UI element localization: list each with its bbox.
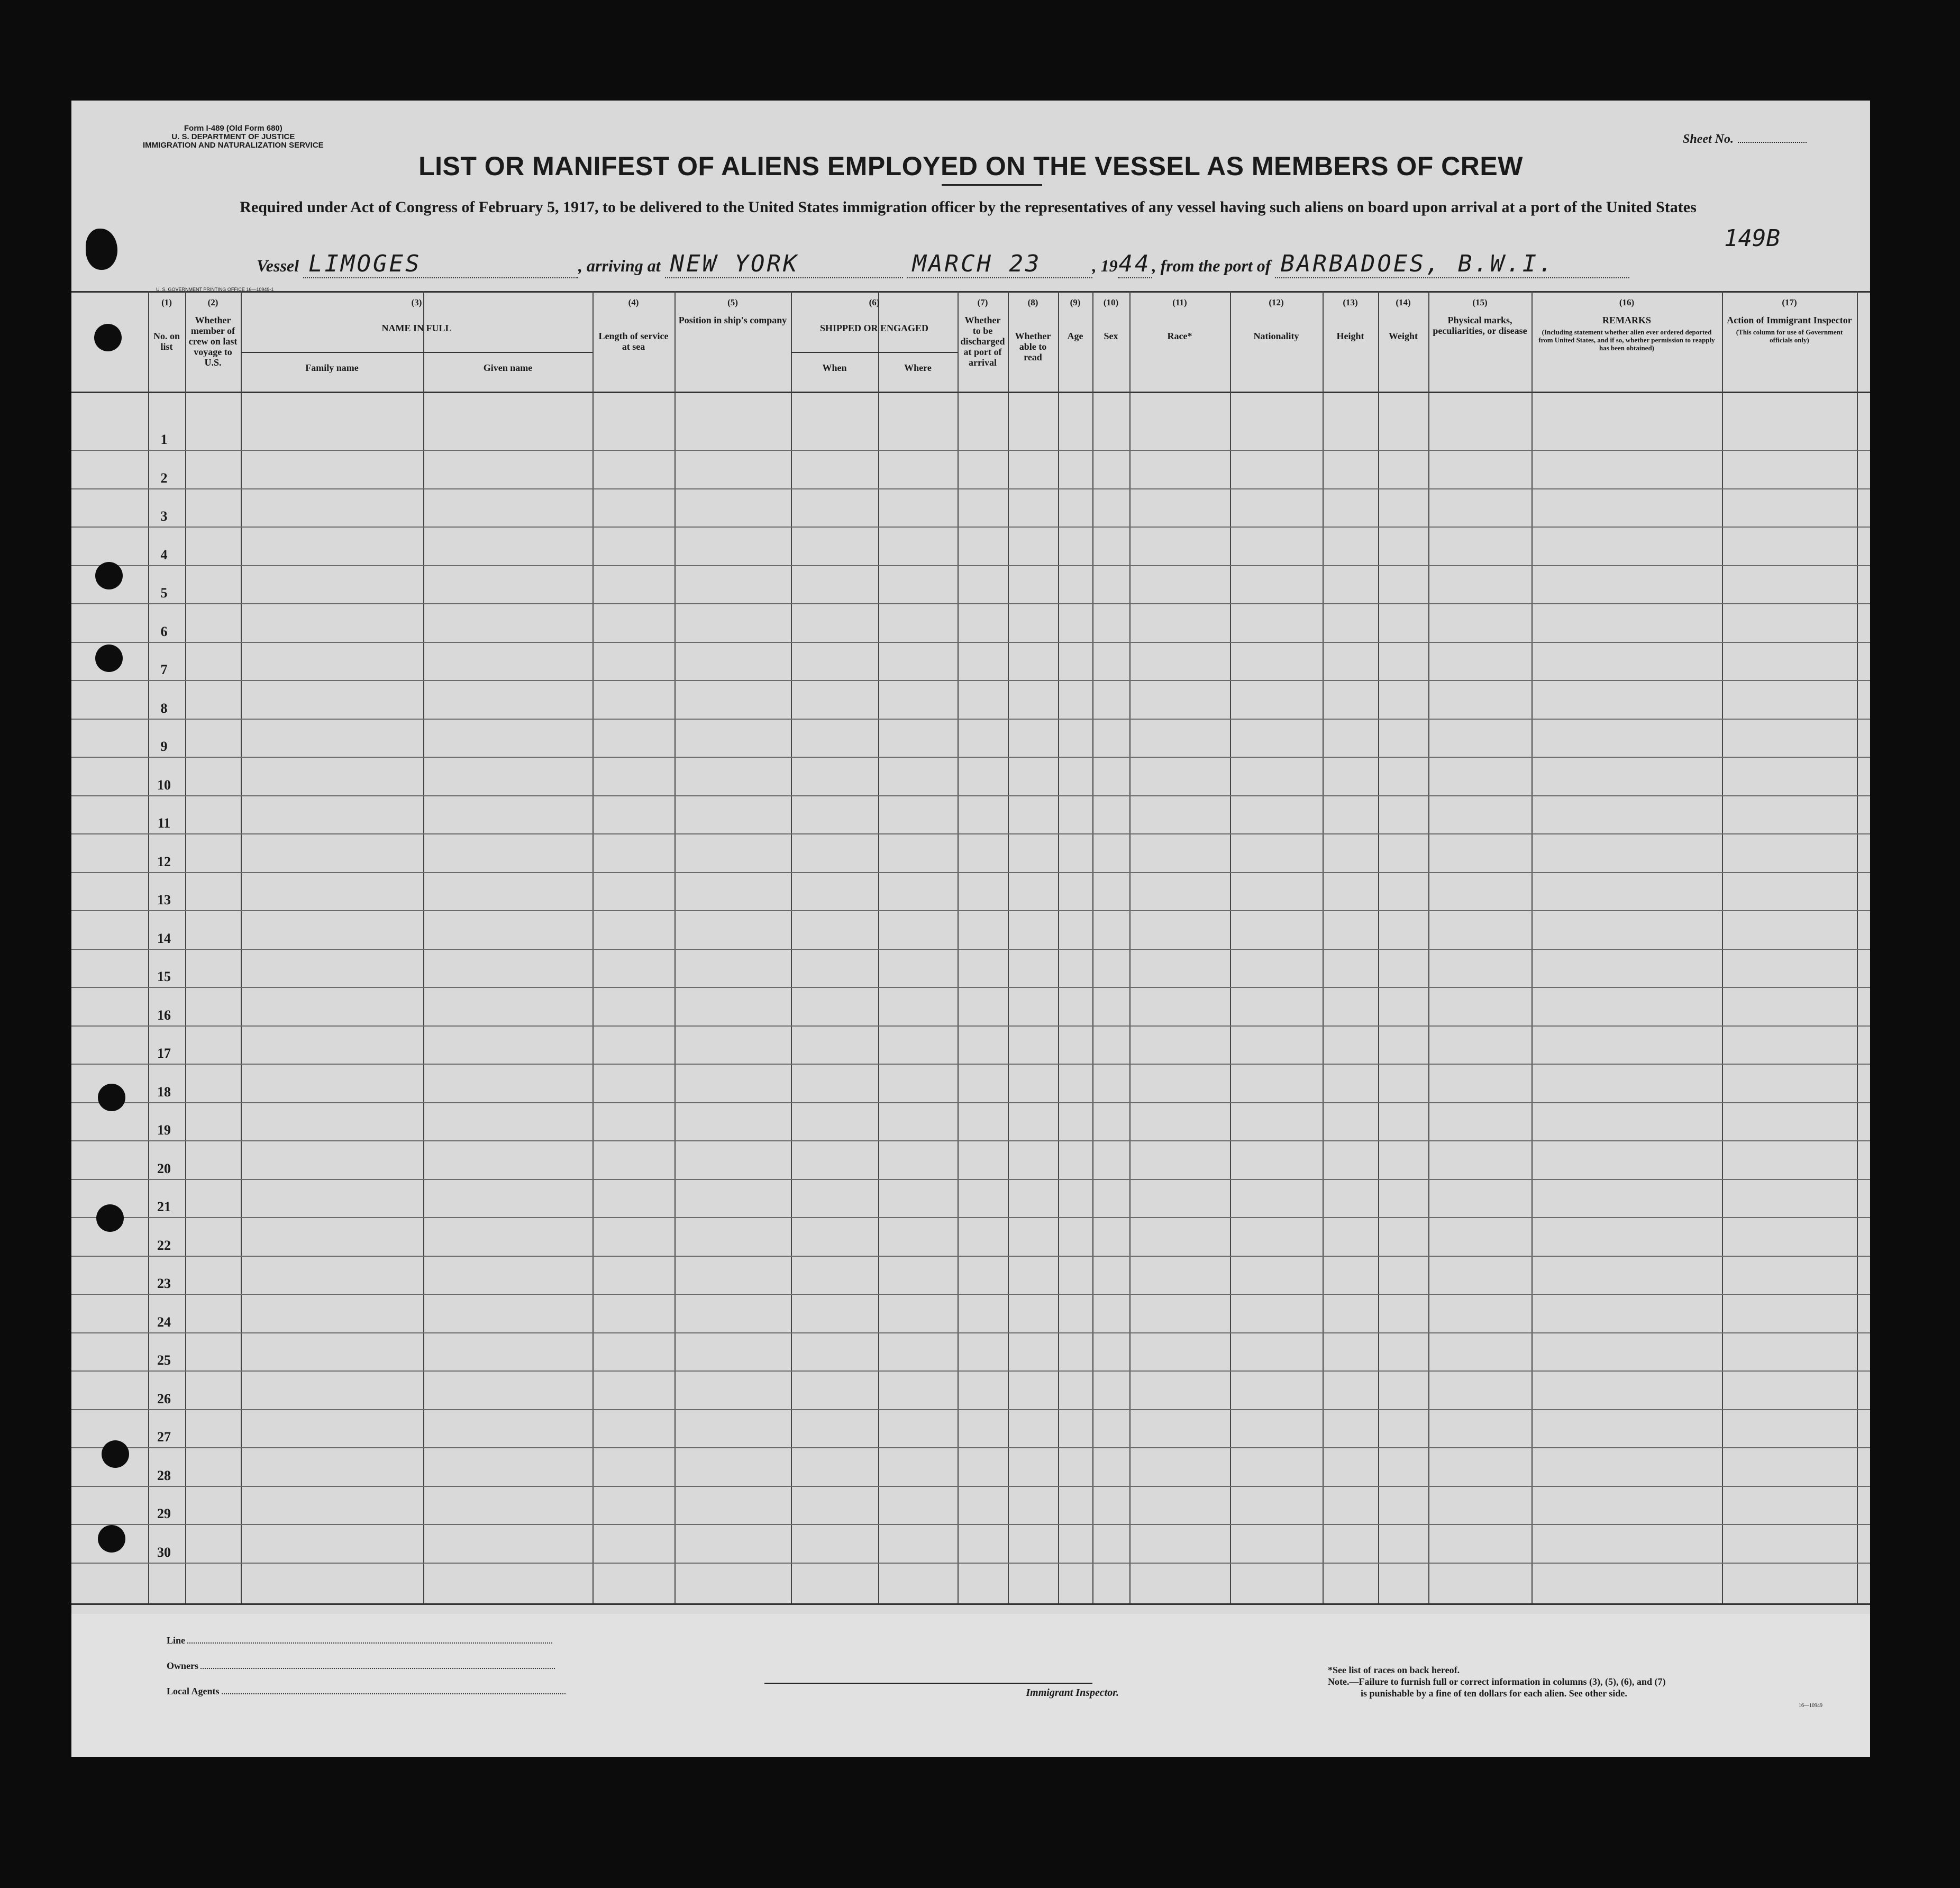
column-number: (2) <box>207 297 218 307</box>
table-row-line <box>71 1332 1870 1333</box>
table-row-line <box>71 719 1870 720</box>
column-header-9: Age <box>1067 331 1083 341</box>
table-row-line <box>71 450 1870 451</box>
table-row-line <box>71 1217 1870 1218</box>
penalty-note-1: Note.—Failure to furnish full or correct information in columns (3), (5), (6), and (7) <box>1328 1676 1666 1687</box>
table-row-line <box>71 949 1870 950</box>
row-number: 5 <box>160 585 168 601</box>
departure-port: BARBADOES, B.W.I. <box>1275 250 1629 278</box>
group-header-rule <box>241 352 592 353</box>
table-row-line <box>71 1256 1870 1257</box>
column-header-3: NAME IN FULL <box>381 323 452 333</box>
column-number: (8) <box>1027 297 1038 307</box>
column-number: (11) <box>1172 297 1187 307</box>
table-header-bottom-rule <box>71 392 1870 393</box>
column-header-7: Whether to be discharged at port of arrival <box>960 315 1005 368</box>
column-header-note: (This column for use of Government officials only) <box>1736 328 1843 344</box>
row-number: 19 <box>157 1122 171 1138</box>
table-row-line <box>71 488 1870 489</box>
table-bottom-rule <box>71 1603 1870 1605</box>
column-header-13: Height <box>1336 331 1364 341</box>
row-number: 13 <box>157 892 171 907</box>
sheet-number-label: Sheet No. <box>1683 132 1734 146</box>
column-number: (1) <box>161 297 172 307</box>
row-number: 14 <box>157 930 171 946</box>
row-number: 6 <box>160 623 168 639</box>
column-number: (13) <box>1343 297 1358 307</box>
table-row-line <box>71 1294 1870 1295</box>
table-row-line <box>71 1179 1870 1180</box>
column-header-10: Sex <box>1104 331 1118 341</box>
column-number: (4) <box>628 297 639 307</box>
row-number: 30 <box>157 1544 171 1560</box>
penalty-note-2: is punishable by a fine of ten dollars for each alien. See other side. <box>1361 1688 1627 1699</box>
table-row-line <box>71 642 1870 643</box>
table-row-line <box>71 833 1870 834</box>
column-number: (3) <box>411 297 422 307</box>
punch-hole <box>95 562 123 589</box>
owners-label: Owners <box>167 1660 198 1671</box>
table-row-line <box>71 603 1870 604</box>
row-number: 3 <box>160 509 168 524</box>
column-subheader: Given name <box>483 362 533 373</box>
local-agents-blank <box>222 1693 566 1694</box>
table-row-line <box>71 1563 1870 1564</box>
inspector-label: Immigrant Inspector. <box>1026 1687 1119 1699</box>
column-header-4: Length of service at sea <box>598 331 669 352</box>
row-number: 23 <box>157 1276 171 1291</box>
races-note: *See list of races on back hereof. <box>1328 1665 1460 1675</box>
row-number: 7 <box>160 662 168 677</box>
column-header-6: SHIPPED OR ENGAGED <box>819 323 929 333</box>
table-row-line <box>71 680 1870 681</box>
row-number: 29 <box>157 1506 171 1521</box>
row-number: 24 <box>157 1314 171 1330</box>
table-row-line <box>71 757 1870 758</box>
column-number: (16) <box>1619 297 1635 307</box>
table-row-line <box>71 1064 1870 1065</box>
printer-note: U. S. GOVERNMENT PRINTING OFFICE 16—10949-1 <box>156 287 274 292</box>
column-number: (6) <box>869 297 880 307</box>
column-number: (15) <box>1472 297 1488 307</box>
table-row-line <box>71 910 1870 911</box>
table-row-line <box>71 1409 1870 1410</box>
line-label: Line <box>167 1635 186 1646</box>
row-number: 16 <box>157 1007 171 1023</box>
table-row-line <box>71 1370 1870 1372</box>
arrival-port: NEW YORK <box>665 250 903 278</box>
owners-field[interactable] <box>167 1660 555 1672</box>
from-port-label: , from the port of <box>1152 256 1271 275</box>
table-row-line <box>71 1524 1870 1525</box>
torn-hole <box>86 229 117 270</box>
row-number: 11 <box>157 815 171 831</box>
sheet-number-blank <box>1738 142 1807 143</box>
table-row-line <box>71 1102 1870 1103</box>
punch-hole <box>96 1204 124 1232</box>
column-header-14: Weight <box>1388 331 1418 341</box>
row-number: 4 <box>160 547 168 562</box>
owners-blank <box>200 1668 555 1669</box>
row-number: 2 <box>160 470 168 486</box>
row-number: 20 <box>157 1160 171 1176</box>
column-header-8: Whether able to read <box>1015 331 1051 362</box>
column-number: (14) <box>1396 297 1411 307</box>
punch-hole <box>94 324 122 351</box>
stamped-number: 149B <box>1724 225 1780 252</box>
vessel-info-line <box>257 250 1629 278</box>
local-agents-label: Local Agents <box>167 1686 220 1696</box>
row-number: 9 <box>160 739 168 754</box>
table-row-line <box>71 1447 1870 1448</box>
local-agents-field[interactable] <box>167 1686 566 1697</box>
column-header-2: Whether member of crew on last voyage to U.S. <box>188 315 238 368</box>
punch-hole <box>98 1525 125 1553</box>
vessel-label: Vessel <box>257 256 299 275</box>
vessel-name: LIMOGES <box>303 250 578 278</box>
row-number: 25 <box>157 1353 171 1368</box>
column-number: (7) <box>977 297 988 307</box>
table-row-line <box>71 872 1870 873</box>
column-subheader: Family name <box>305 362 359 373</box>
table-row-line <box>71 527 1870 528</box>
table-row-line <box>71 1486 1870 1487</box>
title-underline <box>942 184 1042 186</box>
table-row-line <box>71 565 1870 566</box>
group-header-rule <box>791 352 958 353</box>
row-number: 21 <box>157 1199 171 1214</box>
line-field[interactable] <box>167 1635 552 1646</box>
column-number: (10) <box>1103 297 1119 307</box>
column-header-12: Nationality <box>1253 331 1299 341</box>
page-title: LIST OR MANIFEST OF ALIENS EMPLOYED ON THE VESSEL AS MEMBERS OF CREW <box>418 151 1523 181</box>
form-code: 16—10949 <box>1799 1703 1822 1709</box>
table-row-line <box>71 1025 1870 1027</box>
department-name: U. S. DEPARTMENT OF JUSTICE <box>171 132 295 141</box>
column-header-17: Action of Immigrant Inspector <box>1727 315 1852 325</box>
row-number: 26 <box>157 1391 171 1406</box>
row-number: 27 <box>157 1429 171 1445</box>
row-number: 1 <box>160 432 168 447</box>
column-number: (9) <box>1070 297 1081 307</box>
punch-hole <box>102 1440 129 1468</box>
manifest-sheet <box>71 101 1870 1757</box>
form-number: Form I-489 (Old Form 680) <box>184 124 282 133</box>
service-name: IMMIGRATION AND NATURALIZATION SERVICE <box>143 141 324 150</box>
table-row-line <box>71 795 1870 796</box>
column-subheader: When <box>822 362 847 373</box>
column-header-16: REMARKS <box>1602 315 1651 325</box>
arrival-year: 44 <box>1118 250 1151 277</box>
footer-notes <box>1328 1664 1665 1699</box>
column-header-note: (Including statement whether alien ever ordered deported from United States, and if so, whether permission to reapply has been obtained) <box>1538 328 1715 352</box>
row-number: 8 <box>160 700 168 716</box>
punch-hole <box>95 645 123 672</box>
table-row-line <box>71 1140 1870 1141</box>
column-header-5: Position in ship's company <box>678 315 787 325</box>
sheet-number <box>1683 132 1807 147</box>
row-number: 22 <box>157 1237 171 1253</box>
line-blank <box>187 1642 552 1644</box>
table-row-line <box>71 987 1870 988</box>
column-number: (17) <box>1782 297 1797 307</box>
column-number: (12) <box>1269 297 1284 307</box>
row-number: 18 <box>157 1084 171 1100</box>
table-top-rule <box>71 291 1870 293</box>
inspector-signature-line[interactable] <box>764 1683 1092 1684</box>
column-header-11: Race* <box>1167 331 1192 341</box>
arrival-date: MARCH 23 <box>907 250 1092 278</box>
row-number: 12 <box>157 854 171 869</box>
year-prefix: , 19 <box>1092 256 1118 275</box>
row-number: 17 <box>157 1046 171 1061</box>
crew-table <box>71 291 1870 1603</box>
column-header-15: Physical marks, peculiarities, or disease <box>1433 315 1527 336</box>
row-number: 10 <box>157 777 171 793</box>
page-subtitle: Required under Act of Congress of February 5, 1917, to be delivered to the United States immigration officer by the representatives of any vessel having such aliens on board upon arrival at a port of the United States <box>240 198 1697 216</box>
row-number: 28 <box>157 1467 171 1483</box>
form-identifier <box>143 124 324 150</box>
row-number: 15 <box>157 969 171 984</box>
punch-hole <box>98 1084 125 1111</box>
column-number: (5) <box>727 297 738 307</box>
arriving-label: , arriving at <box>578 256 661 275</box>
column-subheader: Where <box>904 362 932 373</box>
column-header-1: No. on list <box>153 331 180 352</box>
